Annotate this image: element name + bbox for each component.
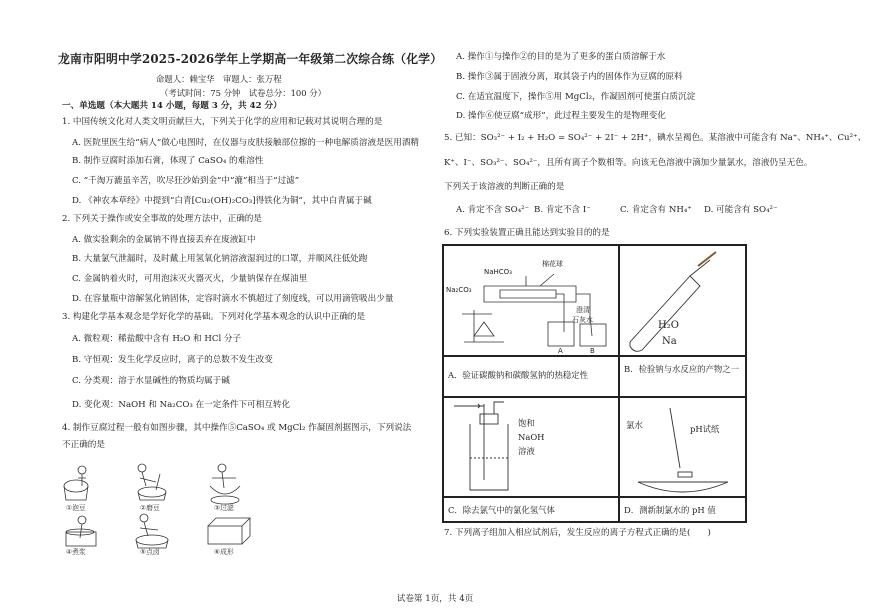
left-column	[0, 0, 443, 590]
step-1-label: ①泡豆	[66, 504, 86, 512]
q1-stem: 1. 中国传统文化对人类文明贡献巨大，下列关于化学的应用和记载对其说明合理的是	[62, 117, 383, 127]
step-6-label: ⑥成形	[214, 548, 234, 556]
label-beaker-b: B	[590, 347, 595, 355]
q1-option-b: B. 制作豆腐时添加石膏，体现了 CaSO₄ 的难溶性	[72, 156, 264, 166]
thermal-stability-apparatus	[444, 246, 618, 355]
label-nahco3: NaHCO₃	[484, 268, 512, 276]
q3-stem: 3. 构建化学基本观念是学好化学的基础。下列对化学基本观念的认识中正确的是	[62, 312, 366, 322]
q6-cell-a-figure	[443, 245, 619, 356]
step-5-label: ⑤点卤	[140, 548, 160, 556]
tofu-process-figure	[60, 456, 270, 556]
q5-line2: K⁺、I⁻、SO₃²⁻、SO₄²⁻，且所有离子个数相等。向该无色溶液中滴加少量氯水，溶液仍呈无色。	[444, 158, 813, 168]
section-heading: 一、单选题（本大题共 14 小题，每题 3 分，共 42 分）	[62, 101, 282, 111]
q6-cell-d-figure	[619, 397, 746, 497]
page-title: 龙南市阳明中学2025-2026学年上学期高一年级第二次综合练（化学）	[58, 52, 443, 66]
q6-option-d: D．测新制氯水的 pH 值	[624, 505, 716, 515]
q2-option-c: C. 金属钠着火时，可用泡沫灭火器灭火，少量钠保存在煤油里	[72, 274, 308, 284]
label-beaker-a: A	[558, 347, 563, 355]
q4-stem-line2: 不正确的是	[62, 440, 105, 450]
q4-option-b: B. 操作③属于固液分离，取其袋子内的固体作为豆腐的原料	[456, 72, 683, 82]
q6-cell-c-figure	[443, 397, 619, 497]
label-sat-3: 溶液	[518, 446, 535, 456]
label-limewater-1: 澄清	[576, 306, 590, 314]
label-cotton: 棉花球	[542, 260, 563, 268]
label-limewater-2: 石灰水	[572, 316, 593, 324]
authors-line: 命题人：赖宝华 审题人：张万程	[156, 74, 282, 84]
q5-line1: 5. 已知：SO₃²⁻ + I₂ + H₂O = SO₄²⁻ + 2I⁻ + 2H⁺，碘水呈褐色。某溶液中可能含有 Na⁺、NH₄⁺、Cu²⁺、	[444, 133, 867, 143]
q5-line3: 下列关于该溶液的判断正确的是	[444, 182, 565, 192]
q1-option-c: C. “千淘万漉虽辛苦，吹尽狂沙始到金”中“漉”相当于“过滤”	[72, 176, 300, 186]
q1-option-d: D. 《神农本草经》中提到“白青[Cu₂(OH)₂CO₃]得铁化为铜”，其中白青属于碱	[72, 196, 372, 206]
q4-option-d: D. 操作⑥使豆腐“成形”，此过程主要发生的是物理变化	[456, 111, 666, 121]
q3-option-c: C. 分类观：溶于水显碱性的物质均属于碱	[72, 376, 230, 386]
q6-option-a: A．验证碳酸钠和碳酸氢钠的热稳定性	[448, 370, 589, 380]
label-na2co3: Na₂CO₃	[446, 286, 472, 294]
q6-option-c: C．除去氯气中的氯化氢气体	[448, 505, 555, 515]
sodium-water-apparatus	[620, 246, 745, 355]
q3-option-a: A. 微粒观：稀盐酸中含有 H₂O 和 HCl 分子	[72, 334, 242, 344]
q6-stem: 6. 下列实验装置正确且能达到实验目的的是	[444, 228, 610, 238]
q7-stem: 7. 下列离子组加入相应试剂后，发生反应的离子方程式正确的是( )	[444, 528, 711, 538]
q3-option-b: B. 守恒观：发生化学反应时，离子的总数不发生改变	[72, 355, 273, 365]
label-sat-2: NaOH	[518, 432, 545, 442]
q5-option-d: D. 可能含有 SO₄²⁻	[704, 205, 778, 215]
q2-stem: 2. 下列关于操作或安全事故的处理方法中，正确的是	[62, 214, 262, 224]
q6-cell-a-caption	[443, 356, 619, 397]
label-na: Na	[662, 336, 677, 347]
label-h2o: H₂O	[658, 320, 679, 331]
q4-stem-line1: 4. 制作豆腐过程一般有如图步骤，其中操作⑤CaSO₄ 或 MgCl₂ 作凝固剂据图示，下列说法	[62, 423, 412, 433]
q6-cell-b-figure	[619, 245, 746, 356]
q3-option-d: D. 变化观：NaOH 和 Na₂CO₃ 在一定条件下可相互转化	[72, 400, 291, 410]
q4-option-a: A. 操作①与操作②的目的是为了更多的蛋白质溶解于水	[456, 52, 666, 62]
label-ph-paper: pH试纸	[690, 424, 720, 434]
page-footer: 试卷第 1页，共 4页	[396, 594, 474, 604]
q6-cell-b-caption	[619, 356, 746, 397]
q1-option-a: A. 医院里医生给“病人”做心电图时，在仪器与皮肤接触部位擦的一种电解质溶液是医用酒精	[72, 138, 420, 148]
q4-option-c: C. 在适宜温度下，操作⑤用 MgCl₂，作凝固剂可使蛋白质沉淀	[456, 92, 696, 102]
gas-washing-apparatus	[444, 398, 618, 496]
label-chlorine-water: 氯水	[626, 420, 643, 430]
q5-option-a: A. 肯定不含 SO₄²⁻	[456, 205, 530, 215]
q5-option-c: C. 肯定含有 NH₄⁺	[620, 205, 692, 215]
time-info: （考试时间：75 分钟 试卷总分：100 分）	[160, 88, 326, 98]
q6-option-b: B．检验钠与水反应的产物之一	[624, 364, 740, 374]
step-3-label: ③过滤	[214, 504, 234, 512]
q2-option-b: B. 大量氯气泄漏时，及时戴上用氢氧化钠溶液湿润过的口罩，并顺风往低处跑	[72, 254, 368, 264]
q6-table	[442, 244, 747, 523]
ph-test-apparatus	[620, 398, 745, 496]
q6-cell-c-caption	[443, 497, 619, 522]
q2-option-d: D. 在容量瓶中溶解氢化钠固体，定容时滴水不慎超过了刻度线，可以用滴管吸出少量	[72, 294, 394, 304]
step-4-label: ④煮浆	[66, 548, 86, 556]
label-sat-1: 饱和	[518, 418, 535, 428]
q2-option-a: A. 做实验剩余的金属钠不得直接丢弃在废液缸中	[72, 235, 256, 245]
step-2-label: ②磨豆	[140, 504, 160, 512]
q6-cell-d-caption	[619, 497, 746, 522]
q5-option-b: B. 肯定不含 I⁻	[534, 205, 591, 215]
